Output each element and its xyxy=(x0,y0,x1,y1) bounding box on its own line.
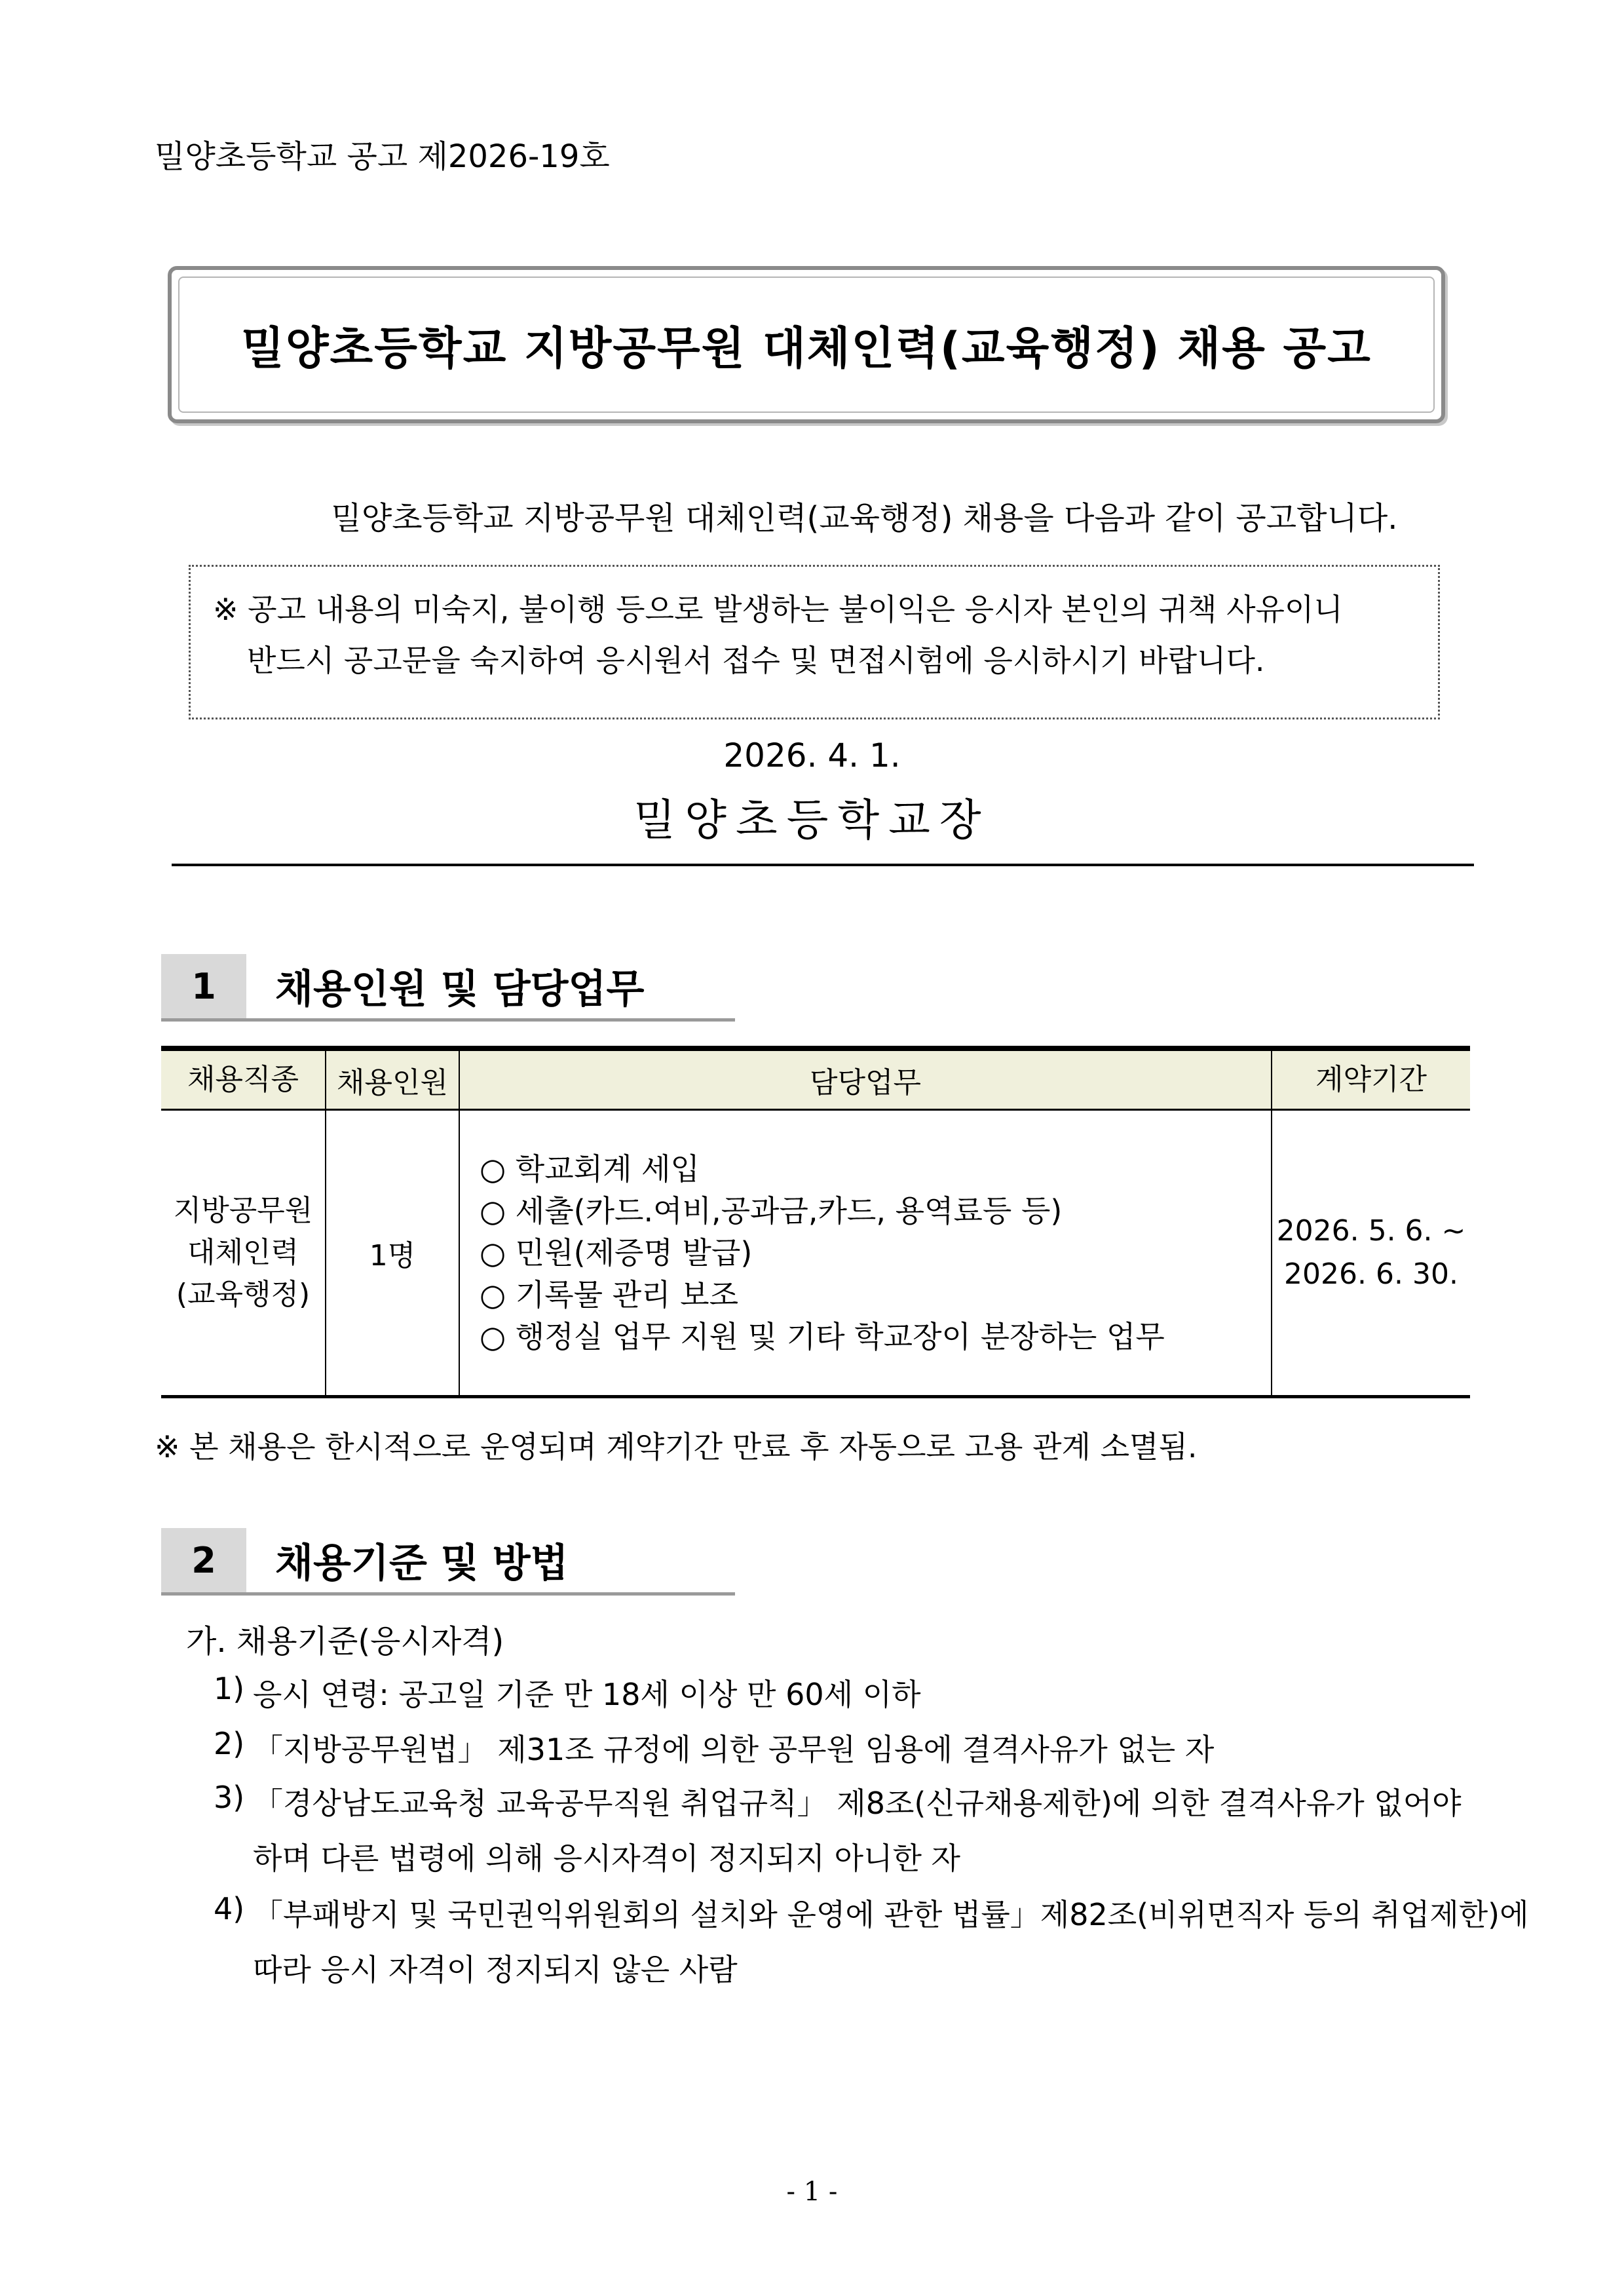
section-2-heading xyxy=(161,1528,735,1596)
header-period: 계약기간 xyxy=(1272,1048,1470,1110)
period-end: 2026. 6. 30. xyxy=(1284,1257,1458,1291)
notice-number: 밀양초등학교 공고 제2026-19호 xyxy=(155,138,610,175)
document-title: 밀양초등학교 지방공무원 대체인력(교육행정) 채용 공고 xyxy=(241,322,1372,375)
header-position: 채용직종 xyxy=(161,1048,326,1110)
duty-item: ○ 세출(카드.여비,공과금,카드, 용역료등 등) xyxy=(480,1193,1063,1229)
section-1-title: 채용인원 및 담당업무 xyxy=(275,966,645,1012)
caution-line-1: ※ 공고 내용의 미숙지, 불이행 등으로 발생하는 불이익은 응시자 본인의 귀책 사유이니 xyxy=(213,592,1343,627)
recruitment-table xyxy=(161,1046,1470,1398)
criteria-number: 1) xyxy=(214,1671,245,1706)
header-headcount: 채용인원 xyxy=(326,1048,459,1110)
header-duties: 담당업무 xyxy=(459,1048,1272,1110)
duty-item: ○ 행정실 업무 지원 및 기타 학교장이 분장하는 업무 xyxy=(480,1319,1165,1354)
section-1-heading xyxy=(161,954,735,1022)
issuer: 밀양초등학교장 xyxy=(633,795,991,845)
criteria-text: 응시 연령: 공고일 기준 만 18세 이상 만 60세 이하 xyxy=(253,1677,921,1712)
criteria-number: 2) xyxy=(214,1726,245,1761)
section-2-number: 2 xyxy=(161,1528,246,1592)
criteria-text: 「부패방지 및 국민권익위원회의 설치와 운영에 관한 법률」제82조(비위면직자 등의 취업제한)에 xyxy=(253,1897,1529,1932)
section-2-title: 채용기준 및 방법 xyxy=(275,1540,569,1586)
section-1-number: 1 xyxy=(161,954,246,1018)
table-note: ※ 본 채용은 한시적으로 운영되며 계약기간 만료 후 자동으로 고용 관계 소멸됨. xyxy=(155,1429,1198,1464)
criteria-subheading: 가. 채용기준(응시자격) xyxy=(186,1623,504,1660)
position-line: 지방공무원 xyxy=(173,1194,313,1227)
caution-line-2: 반드시 공고문을 숙지하여 응시원서 접수 및 면접시험에 응시하시기 바랍니다. xyxy=(247,643,1265,678)
criteria-text: 「경상남도교육청 교육공무직원 취업규칙」 제8조(신규채용제한)에 의한 결격사유가 없어야 xyxy=(253,1786,1462,1821)
duty-item: ○ 학교회계 세입 xyxy=(480,1151,700,1187)
position-line: (교육행정) xyxy=(176,1278,311,1311)
duty-item: ○ 기록물 관리 보조 xyxy=(480,1277,739,1312)
position-line: 대체인력 xyxy=(187,1236,299,1269)
title-box xyxy=(168,266,1445,423)
table-header-row xyxy=(161,1048,1470,1110)
cell-position xyxy=(161,1110,326,1397)
notice-date: 2026. 4. 1. xyxy=(723,737,901,775)
criteria-number: 4) xyxy=(214,1891,245,1926)
period-start: 2026. 5. 6. ~ xyxy=(1276,1214,1466,1248)
criteria-item-3-continued: 하며 다른 법령에 의해 응시자격이 정지되지 아니한 자 xyxy=(253,1841,960,1876)
intro-text: 밀양초등학교 지방공무원 대체인력(교육행정) 채용을 다음과 같이 공고합니다. xyxy=(331,500,1398,537)
criteria-item-4-continued: 따라 응시 자격이 정지되지 않은 사람 xyxy=(253,1952,738,1987)
cell-duties xyxy=(459,1110,1272,1397)
duty-item: ○ 민원(제증명 발급) xyxy=(480,1235,753,1271)
header-divider xyxy=(172,864,1474,866)
cell-period xyxy=(1272,1110,1470,1397)
cell-headcount: 1명 xyxy=(326,1110,459,1397)
page-number: - 1 - xyxy=(786,2177,838,2207)
table-row xyxy=(161,1110,1470,1397)
caution-box xyxy=(189,565,1440,719)
criteria-number: 3) xyxy=(214,1780,245,1815)
criteria-text: 「지방공무원법」 제31조 규정에 의한 공무원 임용에 결격사유가 없는 자 xyxy=(253,1732,1215,1767)
